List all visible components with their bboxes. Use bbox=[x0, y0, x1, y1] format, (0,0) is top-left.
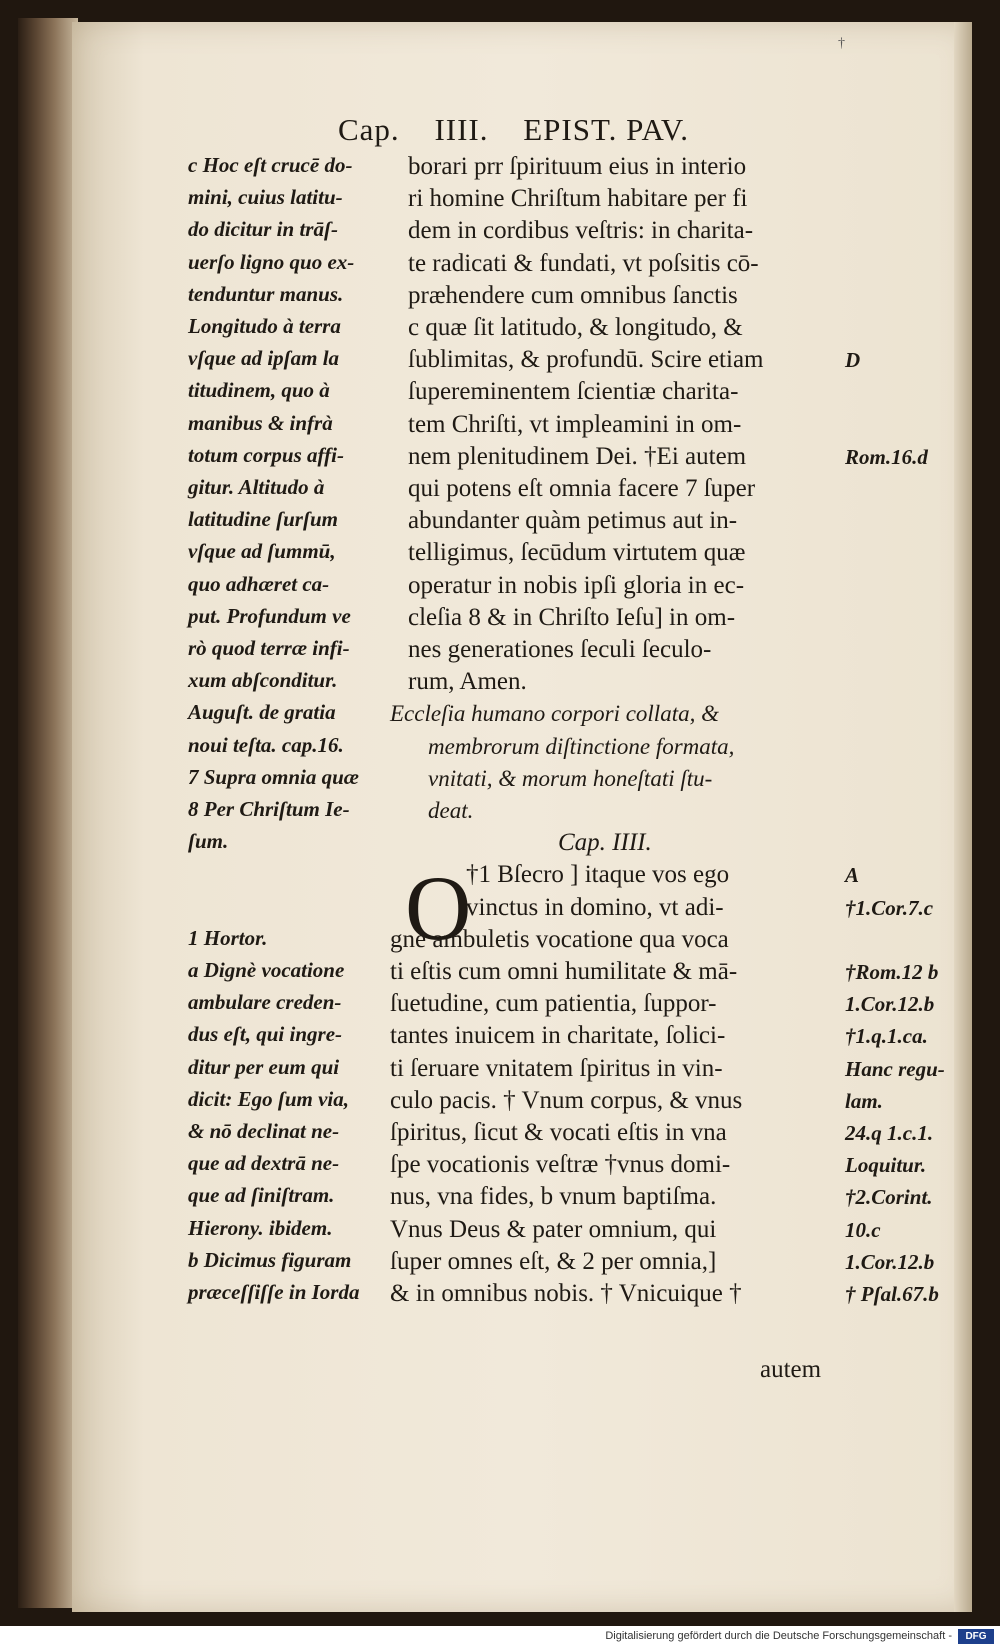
text-line: & in omnibus nobis. † Vnicuique † bbox=[390, 1280, 742, 1307]
margin-reference: †1.Cor.7.c bbox=[845, 895, 934, 920]
text-line: telligimus, ſecūdum virtutem quæ bbox=[408, 539, 746, 567]
margin-reference: D bbox=[845, 348, 861, 373]
margin-note-line: vſque ad ipſam la bbox=[188, 346, 340, 371]
margin-note-line: dicit: Ego ſum via, bbox=[188, 1086, 349, 1111]
margin-reference: 1.Cor.12.b bbox=[845, 992, 935, 1017]
margin-reference: † Pſal.67.b bbox=[845, 1282, 939, 1306]
text-line: abundanter quàm petimus aut in- bbox=[408, 507, 738, 535]
text-line: borari prr ſpirituum eius in interio bbox=[408, 153, 747, 180]
margin-note-line: mini, cuius latitu- bbox=[188, 185, 343, 210]
running-header bbox=[338, 112, 715, 148]
text-line: nus, vna fides, b vnum baptiſma. bbox=[390, 1183, 717, 1211]
margin-note-line: 7 Supra omnia quæ bbox=[188, 764, 359, 789]
margin-reference: †1.q.1.ca. bbox=[845, 1024, 928, 1049]
margin-reference: 24.q 1.c.1. bbox=[845, 1121, 934, 1145]
header-cap: Cap. bbox=[338, 112, 400, 147]
margin-reference: Hanc regu- bbox=[845, 1056, 945, 1081]
margin-note-line: 8 Per Chriſtum Ie- bbox=[188, 797, 350, 821]
chapter-summary-line: vnitati, & morum honeſtati ſtu- bbox=[428, 765, 713, 791]
margin-note-line: do dicitur in trāſ- bbox=[188, 217, 338, 242]
text-line: ſupereminentem ſcientiæ charita- bbox=[408, 378, 739, 406]
text-line: ri homine Chriſtum habitare per fi bbox=[408, 185, 748, 213]
text-line: operatur in nobis ipſi gloria in ec- bbox=[408, 571, 745, 599]
margin-note-line: ambulare creden- bbox=[188, 990, 342, 1015]
footer-credit: Digitalisierung gefördert durch die Deutsche Forschungsgemeinschaft - bbox=[605, 1630, 952, 1642]
margin-note-line: dus eſt, qui ingre- bbox=[188, 1022, 343, 1047]
text-line: ſublimitas, & profundū. Scire etiam bbox=[408, 346, 764, 374]
margin-note-line: b Dicimus figuram bbox=[188, 1247, 352, 1272]
corner-mark: † bbox=[838, 36, 845, 51]
margin-reference: 10.c bbox=[845, 1217, 881, 1242]
text-line: †1 Bſecro ] itaque vos ego bbox=[466, 861, 730, 889]
chapter-heading: Cap. IIII. bbox=[558, 829, 652, 857]
margin-note-line: uerſo ligno quo ex- bbox=[188, 249, 355, 274]
margin-reference: Rom.16.d bbox=[845, 444, 928, 469]
text-line: tem Chriſti, vt impleamini in om- bbox=[408, 410, 742, 438]
page-edge bbox=[954, 22, 972, 1612]
chapter-summary-line: Eccleſia humano corpori collata, & bbox=[390, 701, 719, 727]
text-line: gne ambuletis vocatione qua voca bbox=[390, 925, 729, 953]
text-line: ſuetudine, cum patientia, ſuppor- bbox=[390, 990, 717, 1018]
text-line: vinctus in domino, vt adi- bbox=[466, 893, 724, 921]
margin-note-line: manibus & infrà bbox=[188, 410, 333, 435]
margin-note-line: præceſſiſſe in Iorda bbox=[188, 1280, 360, 1304]
dropcap-initial: O bbox=[405, 857, 472, 959]
margin-note-line: rò quod terræ infi- bbox=[188, 636, 350, 660]
margin-note-line: tenduntur manus. bbox=[188, 281, 344, 306]
margin-note-line: quo adhæret ca- bbox=[188, 571, 330, 596]
text-line: nem plenitudinem Dei. †Ei autem bbox=[408, 442, 747, 470]
catchword: autem bbox=[760, 1356, 822, 1383]
text-line: ſpiritus, ſicut & vocati eſtis in vna bbox=[390, 1119, 727, 1146]
margin-note-line: xum abſconditur. bbox=[188, 668, 338, 693]
margin-note-line: c Hoc eſt crucē do- bbox=[188, 153, 353, 177]
margin-note-line: vſque ad ſummū, bbox=[188, 539, 336, 564]
margin-note-line: put. Profundum ve bbox=[188, 603, 351, 628]
digitization-footer bbox=[0, 1626, 1000, 1649]
text-line: præhendere cum omnibus ſanctis bbox=[408, 281, 738, 309]
text-line: qui potens eſt omnia facere 7 ſuper bbox=[408, 475, 756, 502]
margin-note-line: Hierony. ibidem. bbox=[188, 1215, 333, 1240]
margin-note-line: noui teſta. cap.16. bbox=[188, 732, 344, 757]
text-line: te radicati & fundati, vt poſsitis cō- bbox=[408, 249, 759, 277]
chapter-summary-line: deat. bbox=[428, 798, 474, 823]
text-line: ti eſtis cum omni humilitate & mā- bbox=[390, 958, 738, 985]
margin-note-line: totum corpus affi- bbox=[188, 442, 344, 467]
dfg-logo: DFG bbox=[958, 1629, 994, 1644]
margin-note-line: que ad dextrā ne- bbox=[188, 1151, 340, 1176]
text-line: c quæ ſit latitudo, & longitudo, & bbox=[408, 314, 743, 341]
text-line: rum, Amen. bbox=[408, 668, 527, 696]
header-running-title: EPIST. PAV. bbox=[523, 112, 690, 147]
margin-reference: †2.Corint. bbox=[845, 1185, 933, 1210]
margin-note-line: gitur. Altitudo à bbox=[188, 475, 325, 499]
margin-note-line: ditur per eum qui bbox=[188, 1054, 340, 1079]
margin-note-line: Longitudo à terra bbox=[188, 314, 341, 338]
margin-reference: 1.Cor.12.b bbox=[845, 1249, 935, 1274]
text-line: dem in cordibus veſtris: in charita- bbox=[408, 217, 754, 245]
margin-reference: A bbox=[845, 863, 860, 888]
text-line: Vnus Deus & pater omnium, qui bbox=[390, 1215, 717, 1243]
text-line: nes generationes ſeculi ſeculo- bbox=[408, 636, 712, 663]
margin-reference: †Rom.12 b bbox=[845, 960, 939, 984]
margin-reference: Loquitur. bbox=[845, 1153, 927, 1178]
text-line: ſpe vocationis veſtræ †vnus domi- bbox=[390, 1151, 731, 1179]
margin-note-line: latitudine ſurſum bbox=[188, 507, 338, 532]
book-spine bbox=[18, 18, 78, 1608]
margin-note-line: titudinem, quo à bbox=[188, 378, 330, 403]
margin-note-line: 1 Hortor. bbox=[188, 925, 268, 950]
text-line: ſuper omnes eſt, & 2 per omnia,] bbox=[390, 1247, 717, 1275]
text-line: ti ſeruare vnitatem ſpiritus in vin- bbox=[390, 1054, 723, 1082]
header-chapter-number: IIII. bbox=[434, 112, 489, 147]
text-line: cleſia 8 & in Chriſto Ieſu] in om- bbox=[408, 603, 736, 631]
text-line: culo pacis. † Vnum corpus, & vnus bbox=[390, 1086, 743, 1114]
text-line: tantes inuicem in charitate, ſolici- bbox=[390, 1022, 726, 1050]
margin-note-line: que ad ſiniſtram. bbox=[188, 1183, 335, 1208]
margin-note-line: Auguſt. de gratia bbox=[188, 700, 336, 725]
chapter-summary-line: membrorum diſtinctione formata, bbox=[428, 733, 735, 759]
margin-reference: lam. bbox=[845, 1088, 883, 1113]
margin-note-line: & nō declinat ne- bbox=[188, 1119, 340, 1143]
margin-note-line: ſum. bbox=[188, 829, 229, 854]
margin-note-line: a Dignè vocatione bbox=[188, 958, 345, 982]
